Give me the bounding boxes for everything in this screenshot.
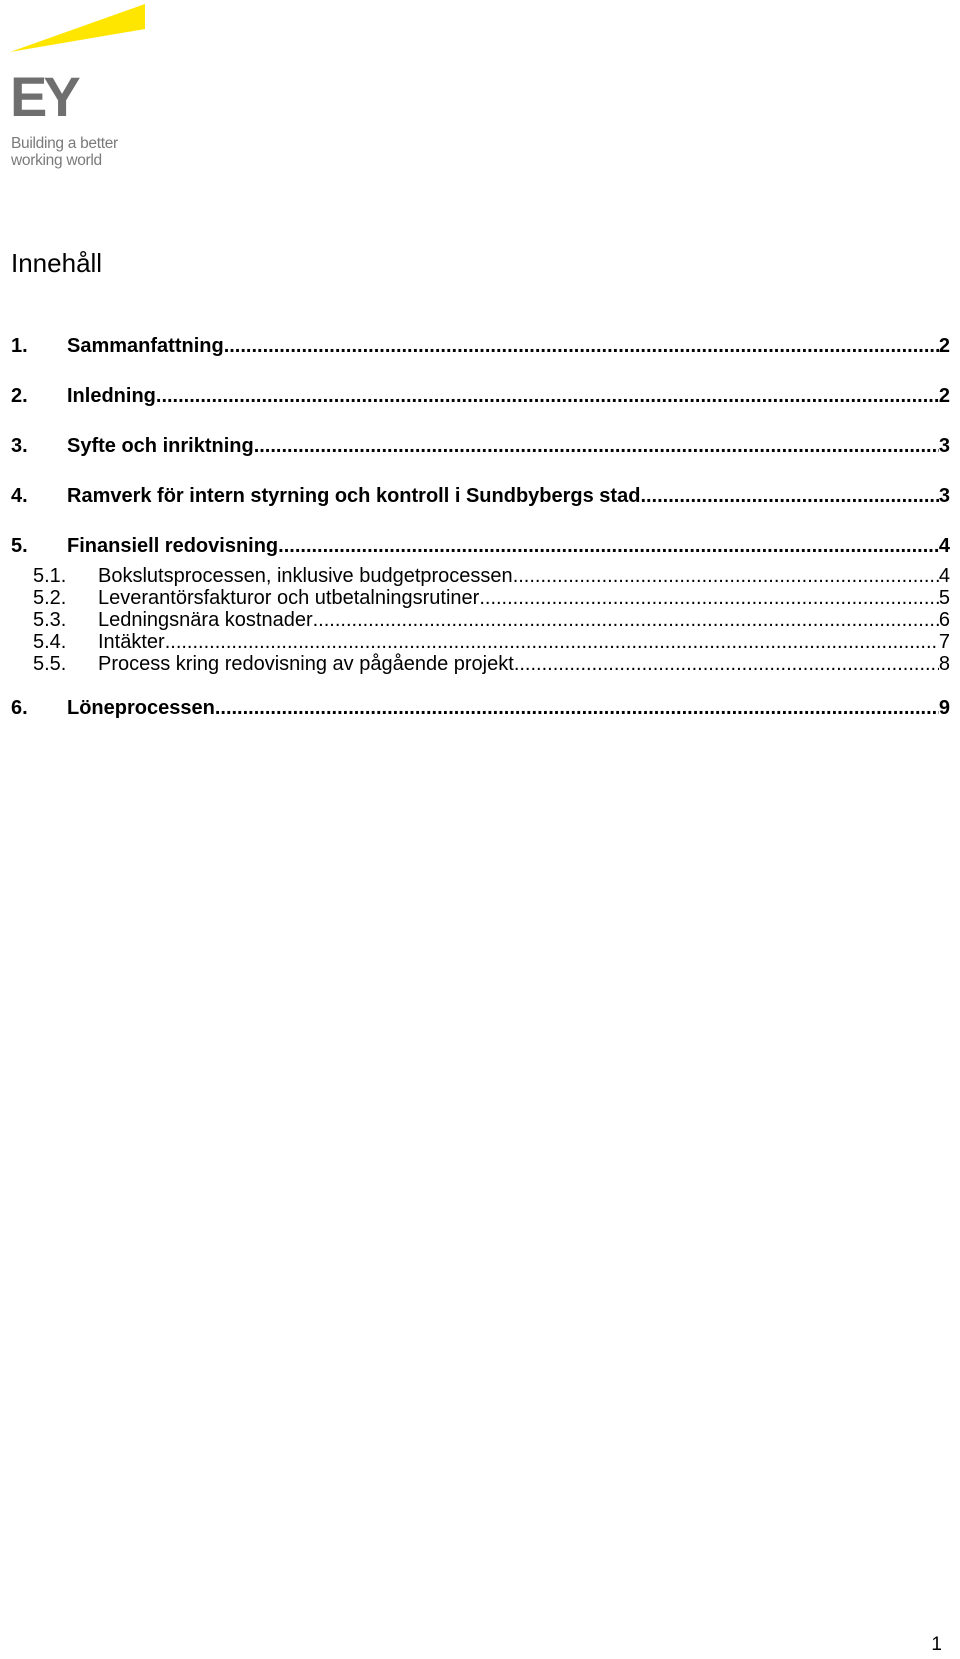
toc-entry-number: 2.	[11, 385, 28, 407]
toc-entry-ramverk[interactable]	[11, 483, 950, 509]
toc-entry-page: 3	[938, 485, 950, 507]
toc-entry-loneprocessen[interactable]	[11, 695, 950, 721]
toc-entry-sammanfattning[interactable]	[11, 333, 950, 359]
toc-entry-title: Bokslutsprocessen, inklusive budgetprocessen	[98, 565, 513, 587]
toc-entry-title: Sammanfattning	[67, 335, 224, 357]
toc-entry-page: 9	[938, 697, 950, 719]
dot-leader	[479, 587, 939, 609]
ey-tagline: Building a better working world	[11, 135, 118, 169]
toc-heading: Innehåll	[11, 248, 103, 278]
dot-leader	[156, 383, 939, 409]
toc-entry-page: 8	[938, 653, 950, 675]
toc-entry-syfte[interactable]	[11, 433, 950, 459]
toc-entry-number: 3.	[11, 435, 28, 457]
dot-leader	[513, 565, 939, 587]
toc-entry-number: 5.1.	[33, 565, 67, 587]
toc-entry-number: 5.5.	[33, 653, 67, 675]
toc-entry-title: Löneprocessen	[67, 697, 215, 719]
toc-entry-title: Leverantörsfakturor och utbetalningsrutiner	[98, 587, 480, 609]
toc-entry-bokslutsprocessen[interactable]	[11, 565, 950, 587]
toc-entry-page: 7	[938, 631, 950, 653]
toc-entry-title: Intäkter	[98, 631, 165, 653]
dot-leader	[215, 695, 939, 721]
toc-entry-finansiell-redovisning[interactable]	[11, 533, 950, 559]
toc-entry-inledning[interactable]	[11, 383, 950, 409]
toc-entry-number: 5.	[11, 535, 28, 557]
toc-entry-title: Finansiell redovisning	[67, 535, 279, 557]
ey-logo	[10, 4, 160, 174]
dot-leader	[278, 533, 939, 559]
toc-entry-title: Ramverk för intern styrning och kontroll i Sundbybergs stad	[67, 485, 641, 507]
toc-entry-number: 5.4.	[33, 631, 67, 653]
toc-entry-page: 2	[938, 385, 950, 407]
toc-entry-title: Syfte och inriktning	[67, 435, 254, 457]
toc-entry-number: 5.2.	[33, 587, 67, 609]
toc-entry-number: 6.	[11, 697, 28, 719]
toc-entry-intakter[interactable]	[11, 631, 950, 653]
toc-entry-title: Ledningsnära kostnader	[98, 609, 313, 631]
toc-entry-number: 1.	[11, 335, 28, 357]
toc-entry-title: Process kring redovisning av pågående projekt	[98, 653, 514, 675]
dot-leader	[514, 653, 939, 675]
dot-leader	[254, 433, 939, 459]
toc-entry-title: Inledning	[67, 385, 156, 407]
toc-entry-ledningsnara-kostnader[interactable]	[11, 609, 950, 631]
ey-wordmark: EY	[10, 65, 77, 128]
toc-entry-number: 5.3.	[33, 609, 67, 631]
dot-leader	[640, 483, 938, 509]
toc-entry-page: 6	[938, 609, 950, 631]
dot-leader	[224, 333, 939, 359]
dot-leader	[165, 631, 939, 653]
toc-entry-leverantorsfakturor[interactable]	[11, 587, 950, 609]
ey-beam-icon	[10, 4, 150, 60]
page-number: 1	[931, 1634, 942, 1655]
toc-entry-number: 4.	[11, 485, 28, 507]
toc-entry-page: 5	[938, 587, 950, 609]
toc-entry-page: 4	[938, 565, 950, 587]
toc-entry-pagaende-projekt[interactable]	[11, 653, 950, 675]
toc-entry-page: 2	[938, 335, 950, 357]
dot-leader	[313, 609, 939, 631]
toc-entry-page: 3	[938, 435, 950, 457]
toc-entry-page: 4	[938, 535, 950, 557]
